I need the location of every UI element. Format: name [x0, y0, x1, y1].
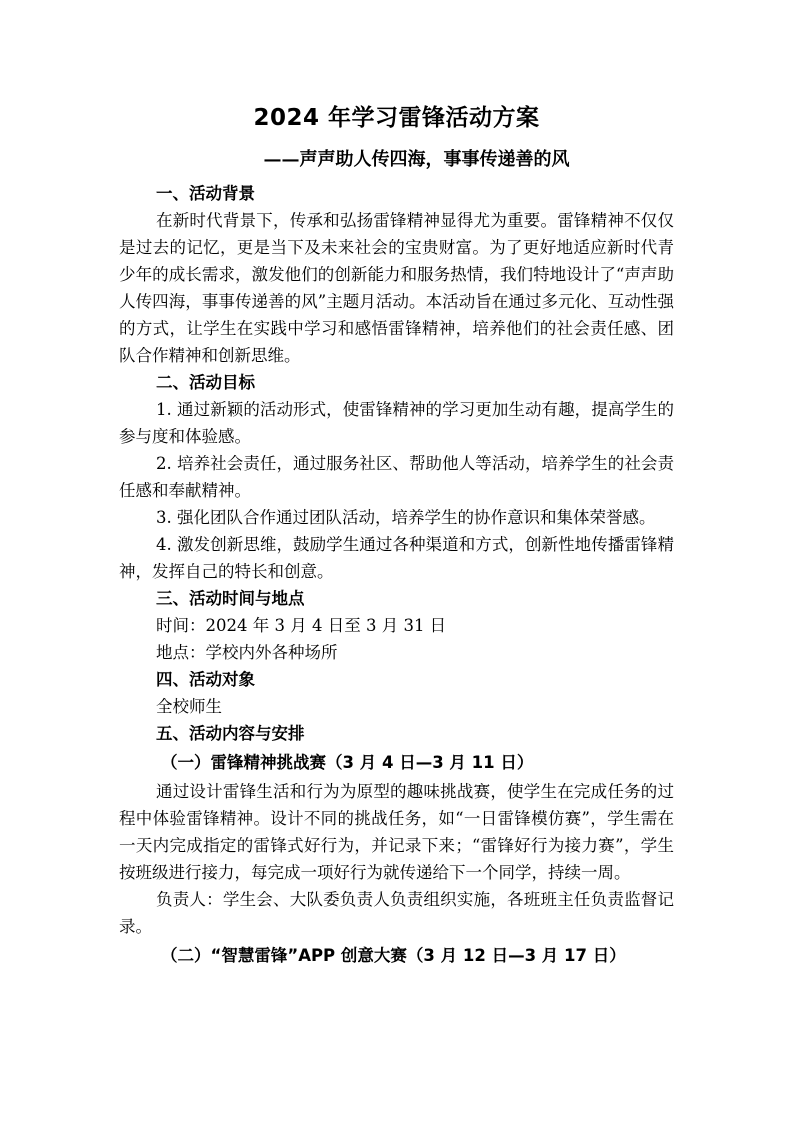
activity-place: 地点：学校内外各种场所 [156, 643, 338, 662]
section-heading-target: 四、活动对象 [156, 670, 255, 689]
goal-item-4: 4. 激发创新思维，鼓励学生通过各种渠道和方式，创新性地传播雷锋精神，发挥自己的特长和创意。 [119, 535, 674, 581]
document-subtitle: ——声声助人传四海，事事传递善的风 [263, 149, 570, 170]
subsection-heading-challenge: （一）雷锋精神挑战赛（3 月 4 日—3 月 11 日） [161, 753, 534, 772]
activity-target: 全校师生 [156, 697, 222, 716]
section-heading-content: 五、活动内容与安排 [156, 724, 305, 743]
goal-item-1: 1. 通过新颖的活动形式，使雷锋精神的学习更加生动有趣，提高学生的参与度和体验感。 [119, 400, 674, 446]
activity-time: 时间：2024 年 3 月 4 日至 3 月 31 日 [156, 616, 447, 635]
section-heading-goals: 二、活动目标 [156, 373, 255, 392]
section-heading-time-place: 三、活动时间与地点 [156, 589, 305, 608]
challenge-responsible: 负责人：学生会、大队委负责人负责组织实施，各班班主任负责监督记录。 [119, 890, 674, 936]
document-title: 2024 年学习雷锋活动方案 [253, 105, 540, 131]
goal-item-2: 2. 培养社会责任，通过服务社区、帮助他人等活动，培养学生的社会责任感和奉献精神。 [119, 454, 674, 500]
background-paragraph: 在新时代背景下，传承和弘扬雷锋精神显得尤为重要。雷锋精神不仅仅是过去的记忆，更是当下及未来社会的宝贵财富。为了更好地适应新时代青少年的成长需求，激发他们的创新能力和服务热情，我们特地设计了“声声助人传四海，事事传递善的风”主题月活动。本活动旨在通过多元化、互动性强的方式，让学生在实践中学习和感悟雷锋精神，培养他们的社会责任感、团队合作精神和创新思维。 [119, 211, 674, 365]
subsection-heading-app-contest: （二）“智慧雷锋”APP 创意大赛（3 月 12 日—3 月 17 日） [161, 946, 626, 965]
section-heading-background: 一、活动背景 [156, 184, 255, 203]
goal-item-3: 3. 强化团队合作通过团队活动，培养学生的协作意识和集体荣誉感。 [156, 508, 656, 527]
challenge-paragraph: 通过设计雷锋生活和行为为原型的趣味挑战赛，使学生在完成任务的过程中体验雷锋精神。设计不同的挑战任务，如“一日雷锋模仿赛”，学生需在一天内完成指定的雷锋式好行为，并记录下来；“雷锋好行为接力赛”，学生按班级进行接力，每完成一项好行为就传递给下一个同学，持续一周。 [119, 782, 674, 882]
document-body [119, 98, 674, 971]
